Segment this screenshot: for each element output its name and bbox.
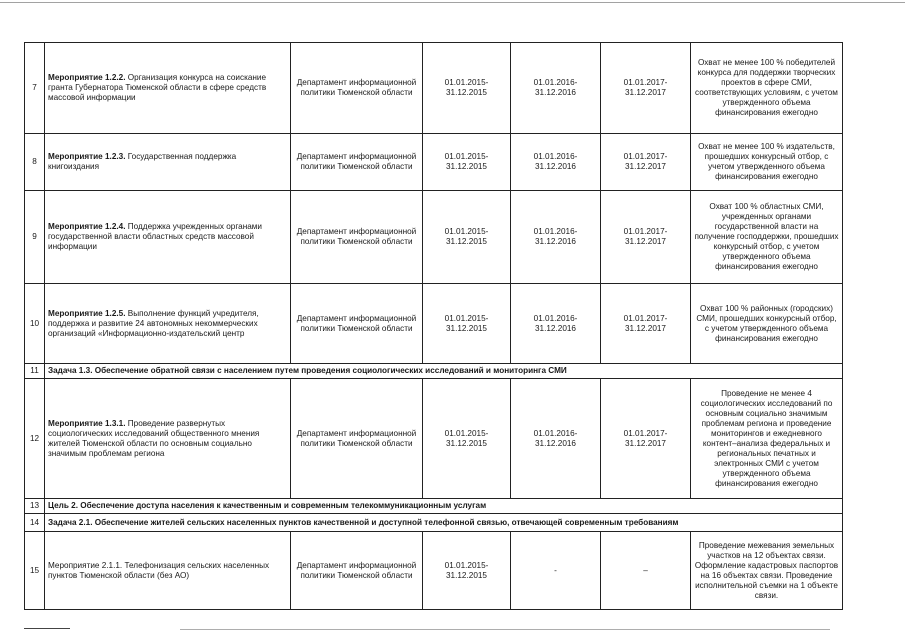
measure-title: Поддержка учрежденных органами государственной власти областных средств массовой информации [48, 222, 262, 251]
period-2017: 01.01.2017-31.12.2017 [601, 191, 691, 284]
period-2017: – [601, 532, 691, 610]
table-row-7 [25, 43, 843, 134]
goal-heading: Цель 2. Обеспечение доступа населения к качественным и современным телекоммуникационным услугам [45, 499, 843, 514]
period-2015: 01.01.2015-31.12.2015 [423, 191, 511, 284]
measure-title: Выполнение функций учредителя, поддержка и развитие 24 автономных некоммерческих организаций «Информационно-издательский центр [48, 308, 259, 338]
period-2017: 01.01.2017-31.12.2017 [601, 284, 691, 364]
period-2016: - [511, 532, 601, 610]
period-2016: 01.01.2016-31.12.2016 [511, 284, 601, 364]
period-2017: 01.01.2017-31.12.2017 [601, 379, 691, 499]
row-number: 13 [25, 499, 45, 514]
measure-name [45, 191, 291, 284]
department-cell: Департамент информационной политики Тюменской области [291, 191, 423, 284]
table-row-10 [25, 284, 843, 364]
measure-code: Мероприятие 1.2.3. [48, 152, 126, 161]
row-number: 15 [25, 532, 45, 610]
measure-title: Мероприятие 2.1.1. Телефонизация сельских населенных пунктов Тюменской области (без АО) [48, 560, 270, 580]
table-row-11 [25, 364, 843, 379]
measure-code: Мероприятие 1.2.4. [48, 222, 126, 231]
table-row-9 [25, 191, 843, 284]
department-cell: Департамент информационной политики Тюменской области [291, 284, 423, 364]
scan-edge-top [0, 2, 905, 3]
measures-table [24, 42, 843, 610]
scan-edge-bottom [180, 629, 830, 630]
department-cell: Департамент информационной политики Тюменской области [291, 43, 423, 134]
expected-result: Проведение не менее 4 социологических исследований по основным социально значимым проблемам региона и проведение мониторингов и ежедневного контент–анализа федеральных и региональных печатных и электронных СМИ с учетом утвержденного объема финансирования ежегодно [691, 379, 843, 499]
row-number: 11 [25, 364, 45, 379]
measure-code: Мероприятие 1.3.1. [48, 418, 126, 428]
expected-result: Охват не менее 100 % издательств, прошедших конкурсный отбор, с учетом утвержденного объема финансирования ежегодно [691, 134, 843, 191]
period-2015: 01.01.2015-31.12.2015 [423, 134, 511, 191]
row-number: 14 [25, 514, 45, 532]
row-number: 8 [25, 134, 45, 191]
row-number: 9 [25, 191, 45, 284]
scan-edge-bottom-left [24, 628, 70, 629]
measure-name [45, 134, 291, 191]
period-2015: 01.01.2015-31.12.2015 [423, 43, 511, 134]
period-2016: 01.01.2016-31.12.2016 [511, 43, 601, 134]
measure-name [45, 43, 291, 134]
table-row-12 [25, 379, 843, 499]
row-number: 12 [25, 379, 45, 499]
period-2016: 01.01.2016-31.12.2016 [511, 134, 601, 191]
measure-code: Мероприятие 1.2.5. [48, 308, 126, 318]
department-cell: Департамент информационной политики Тюменской области [291, 532, 423, 610]
period-2016: 01.01.2016-31.12.2016 [511, 191, 601, 284]
period-2015: 01.01.2015-31.12.2015 [423, 532, 511, 610]
measure-name [45, 284, 291, 364]
measure-code: Мероприятие 1.2.2. [48, 73, 126, 82]
measure-title: Государственная поддержка книгоиздания [48, 152, 237, 171]
measure-title: Проведение развернутых социологических исследований общественного мнения жителей Тюменской области по основным социально значимым проблемам региона [48, 418, 260, 458]
department-cell: Департамент информационной политики Тюменской области [291, 134, 423, 191]
expected-result: Охват не менее 100 % победителей конкурса для поддержки творческих проектов в сфере СМИ, соответствующих условиям, с учетом утвержденного объема финансирования ежегодно [691, 43, 843, 134]
expected-result: Охват 100 % районных (городских) СМИ, прошедших конкурсный отбор, с учетом утвержденного объема финансирования ежегодно [691, 284, 843, 364]
measure-name [45, 379, 291, 499]
section-heading: Задача 2.1. Обеспечение жителей сельских населенных пунктов качественной и доступной телефонной связью, отвечающей современным требованиям [45, 514, 843, 532]
period-2017: 01.01.2017-31.12.2017 [601, 43, 691, 134]
period-2017: 01.01.2017-31.12.2017 [601, 134, 691, 191]
period-2015: 01.01.2015-31.12.2015 [423, 284, 511, 364]
expected-result: Охват 100 % областных СМИ, учрежденных органами государственной власти на получение господдержки, прошедших конкурсный отбор, с учетом утвержденного объема финансирования ежегодно [691, 191, 843, 284]
department-cell: Департамент информационной политики Тюменской области [291, 379, 423, 499]
table-row-14 [25, 514, 843, 532]
table-row-13 [25, 499, 843, 514]
row-number: 10 [25, 284, 45, 364]
expected-result: Проведение межевания земельных участков на 12 объектах связи. Оформление кадастровых паспортов на 16 объектах связи. Проведение исполнительной съемки на 1 объекте связи. [691, 532, 843, 610]
period-2016: 01.01.2016-31.12.2016 [511, 379, 601, 499]
table-row-8 [25, 134, 843, 191]
section-heading: Задача 1.3. Обеспечение обратной связи с населением путем проведения социологических исследований и мониторинга СМИ [45, 364, 843, 379]
measure-title: Организация конкурса на соискание гранта Губернатора Тюменской области в сфере средств массовой информации [48, 73, 267, 102]
row-number: 7 [25, 43, 45, 134]
table-row-15 [25, 532, 843, 610]
measure-name [45, 532, 291, 610]
period-2015: 01.01.2015-31.12.2015 [423, 379, 511, 499]
